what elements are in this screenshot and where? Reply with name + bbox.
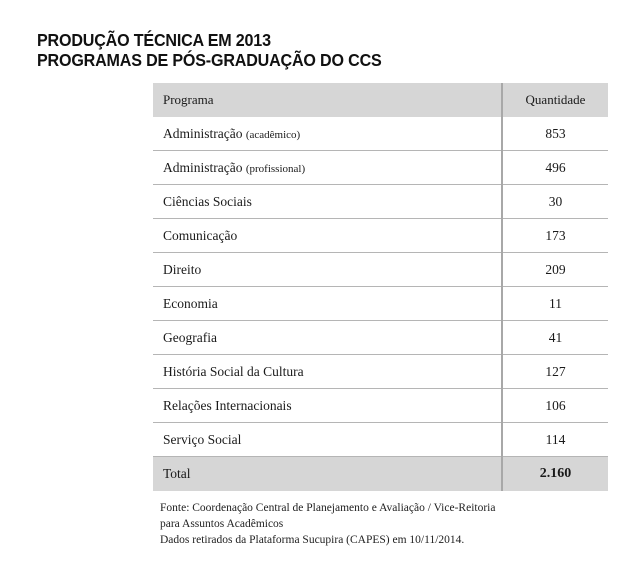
table-row [153, 253, 608, 287]
table-body [153, 117, 608, 491]
table-row [153, 151, 608, 185]
quantity-cell: 209 [502, 253, 608, 287]
program-note: (profissional) [245, 162, 306, 175]
quantity-cell: 127 [502, 355, 608, 389]
header-program: Programa [153, 83, 502, 117]
quantity-cell: 853 [502, 117, 608, 151]
page-title [37, 30, 382, 70]
table-row [153, 287, 608, 321]
table-row [153, 389, 608, 423]
program-cell: Geografia [153, 321, 502, 355]
quantity-cell: 11 [502, 287, 608, 321]
total-value: 2.160 [502, 457, 608, 492]
quantity-cell: 496 [502, 151, 608, 185]
program-cell [153, 151, 502, 185]
header-quantity: Quantidade [502, 83, 608, 117]
program-cell: Ciências Sociais [153, 185, 502, 219]
program-cell: Relações Internacionais [153, 389, 502, 423]
title-line-2: PROGRAMAS DE PÓS-GRADUAÇÃO DO CCS [37, 50, 382, 70]
program-name: Administração [163, 159, 243, 175]
source-line-1: Fonte: Coordenação Central de Planejamento e Avaliação / Vice-Reitoria [160, 502, 496, 514]
program-cell: Direito [153, 253, 502, 287]
program-name: Administração [163, 125, 243, 141]
table-row [153, 185, 608, 219]
title-line-1: PRODUÇÃO TÉCNICA EM 2013 [37, 30, 271, 50]
source-line-2: para Assuntos Acadêmicos [160, 518, 284, 530]
program-cell: Comunicação [153, 219, 502, 253]
source-line-3: Dados retirados da Plataforma Sucupira (CAPES) em 10/11/2014. [160, 534, 465, 546]
table-header-row [153, 83, 608, 117]
program-cell: História Social da Cultura [153, 355, 502, 389]
program-cell: Serviço Social [153, 423, 502, 457]
table-row [153, 355, 608, 389]
program-cell: Economia [153, 287, 502, 321]
quantity-cell: 106 [502, 389, 608, 423]
production-table-container [153, 83, 608, 491]
quantity-cell: 114 [502, 423, 608, 457]
table-row [153, 219, 608, 253]
quantity-cell: 173 [502, 219, 608, 253]
program-note: (acadêmico) [245, 128, 301, 141]
total-label: Total [153, 457, 502, 492]
quantity-cell: 30 [502, 185, 608, 219]
table-row [153, 117, 608, 151]
source-note [160, 500, 495, 548]
production-table [153, 83, 608, 491]
quantity-cell: 41 [502, 321, 608, 355]
program-cell [153, 117, 502, 151]
table-row [153, 321, 608, 355]
table-row [153, 423, 608, 457]
total-row [153, 457, 608, 492]
